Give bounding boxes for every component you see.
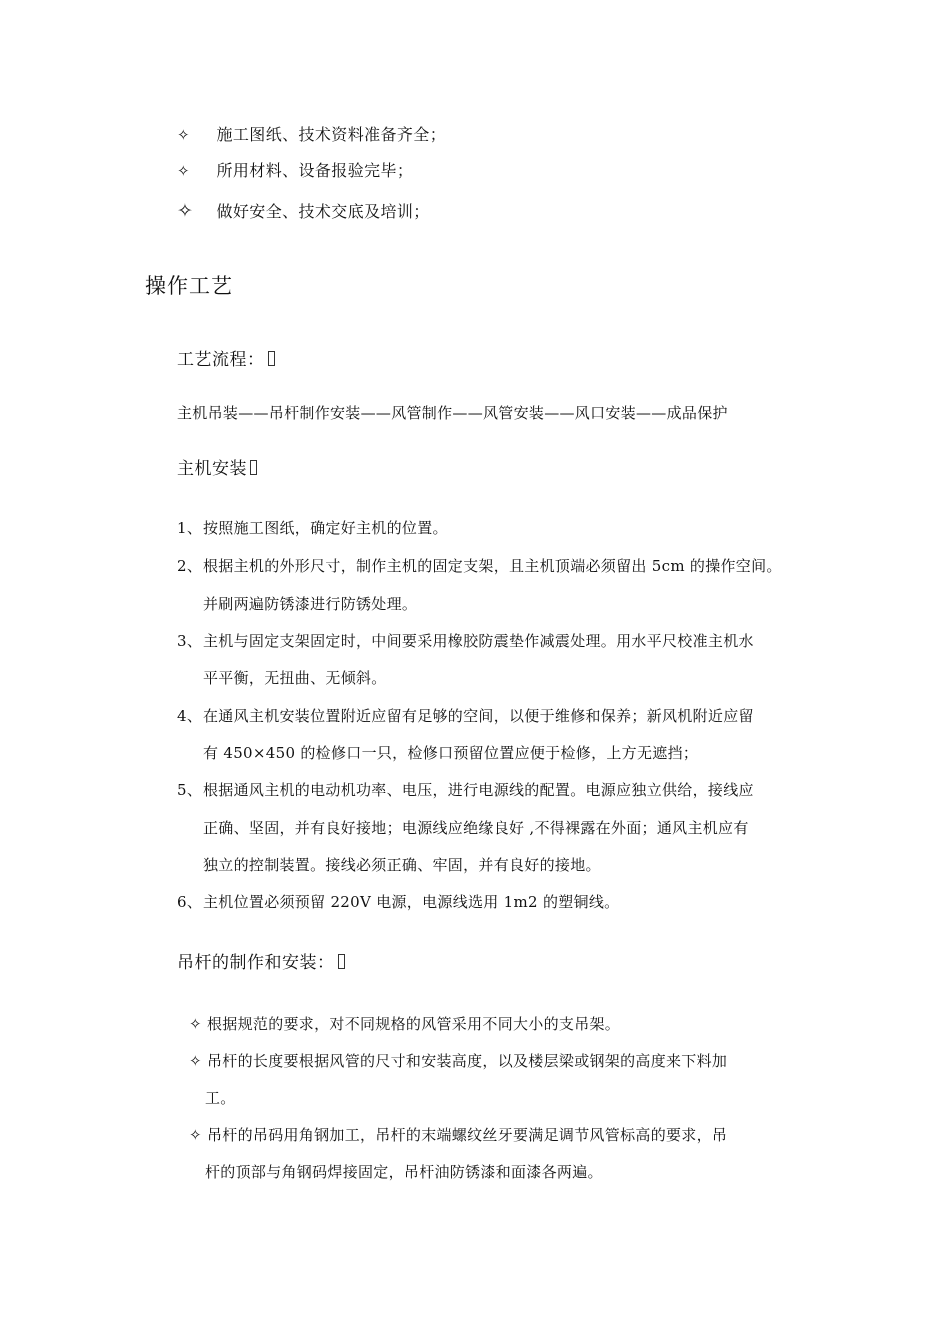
section-title: 操作工艺: [145, 274, 233, 298]
star-bullet-icon: ✧: [177, 200, 194, 222]
bullet-item: ✧ 做好安全、技术交底及培训；: [177, 200, 430, 222]
list-item-continuation: 并刷两遍防锈漆进行防锈处理。: [203, 595, 418, 613]
list-item-continuation: 平平衡，无扭曲、无倾斜。: [203, 669, 387, 687]
list-item: 6、主机位置必须预留 220V 电源，电源线选用 1m2 的塑铜线。: [177, 893, 620, 911]
placeholder-box-icon: [338, 954, 345, 969]
star-bullet-icon: ✧: [189, 1052, 202, 1070]
list-item-continuation: 正确、坚固，并有良好接地；电源线应绝缘良好 ,不得裸露在外面；通风主机应有: [203, 819, 749, 837]
host-install-heading: 主机安装: [177, 454, 257, 479]
list-item: 4、在通风主机安装位置附近应留有足够的空间，以便于维修和保养；新风机附近应留: [177, 707, 754, 725]
bullet-item: ✧ 所用材料、设备报验完毕；: [177, 161, 414, 180]
rod-bullet-item: ✧ 吊杆的吊码用角钢加工，吊杆的末端螺纹丝牙要满足调节风管标高的要求，吊: [189, 1126, 728, 1144]
list-item: 1、按照施工图纸，确定好主机的位置。: [177, 519, 448, 537]
star-bullet-icon: ✧: [189, 1126, 202, 1144]
rod-bullet-continuation: 工。: [205, 1089, 236, 1107]
list-item: 2、根据主机的外形尺寸，制作主机的固定支架，且主机顶端必须留出 5cm 的操作空间。: [177, 557, 782, 575]
rod-bullet-item: ✧ 吊杆的长度要根据风管的尺寸和安装高度，以及楼层梁或钢架的高度来下料加: [189, 1052, 728, 1070]
list-item-continuation: 独立的控制装置。接线必须正确、牢固，并有良好的接地。: [203, 856, 601, 874]
rod-bullet-continuation: 杆的顶部与角钢码焊接固定，吊杆油防锈漆和面漆各两遍。: [205, 1163, 603, 1181]
star-bullet-icon: ✧: [177, 162, 190, 180]
list-item: 3、主机与固定支架固定时，中间要采用橡胶防震垫作减震处理。用水平尺校准主机水: [177, 632, 754, 650]
list-item: 5、根据通风主机的电动机功率、电压，进行电源线的配置。电源应独立供给，接线应: [177, 781, 754, 799]
list-item-continuation: 有 450×450 的检修口一只，检修口预留位置应便于检修，上方无遮挡；: [203, 744, 699, 762]
placeholder-box-icon: [268, 351, 275, 366]
star-bullet-icon: ✧: [189, 1015, 202, 1033]
star-bullet-icon: ✧: [177, 126, 190, 144]
bullet-item: ✧ 施工图纸、技术资料准备齐全；: [177, 125, 447, 144]
rod-bullet-item: ✧ 根据规范的要求，对不同规格的风管采用不同大小的支吊架。: [189, 1015, 621, 1033]
rod-heading: 吊杆的制作和安装：: [177, 948, 345, 973]
placeholder-box-icon: [250, 460, 257, 475]
flow-text: 主机吊装——吊杆制作安装——风管制作——风管安装——风口安装——成品保护: [177, 404, 728, 422]
flow-heading: 工艺流程：: [177, 345, 275, 370]
